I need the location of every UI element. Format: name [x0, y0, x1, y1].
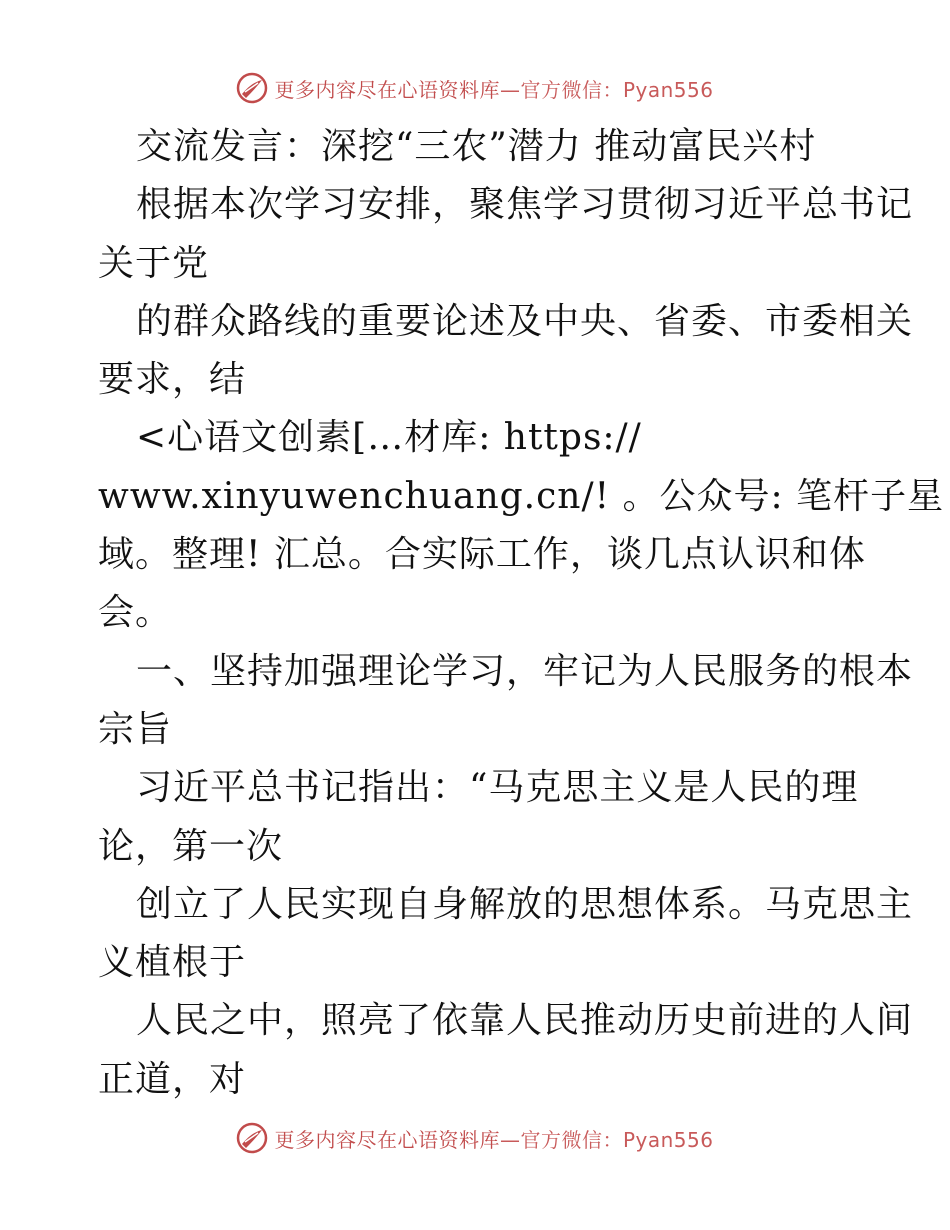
section-heading-cont: 宗旨 [98, 708, 173, 750]
doc-line: 要求，结 [98, 359, 247, 401]
doc-line: 域。整理! 汇总。合实际工作，谈几点认识和体 [98, 534, 866, 576]
doc-line: <心语文创素[…材库: https:// [136, 417, 642, 459]
footer-banner-text [274, 1124, 713, 1153]
footer-watermark-banner [0, 1122, 950, 1154]
header-banner-wechat: —官方微信：Pyan556 [499, 77, 714, 102]
header-watermark-banner [0, 72, 950, 104]
doc-line: 创立了人民实现自身解放的思想体系。马克思主 [136, 883, 914, 925]
doc-line: 正道，对 [98, 1058, 247, 1100]
footer-banner-main: 更多内容尽在心语资料库 [274, 1127, 500, 1152]
doc-line: 根据本次学习安排，聚焦学习贯彻习近平总书记 [136, 184, 914, 226]
doc-line: 会。 [98, 592, 173, 634]
header-banner-text [274, 74, 713, 103]
footer-banner-wechat: —官方微信：Pyan556 [499, 1127, 714, 1152]
book-quill-logo-icon [236, 1122, 268, 1154]
doc-line: 义植根于 [98, 942, 247, 984]
doc-line: 人民之中，照亮了依靠人民推动历史前进的人间 [136, 1000, 914, 1042]
section-heading: 一、坚持加强理论学习，牢记为人民服务的根本 [136, 650, 914, 692]
header-banner-main: 更多内容尽在心语资料库 [274, 77, 500, 102]
doc-line: 论，第一次 [98, 825, 284, 867]
doc-line: 关于党 [98, 242, 210, 284]
book-quill-logo-icon [236, 72, 268, 104]
document-body [98, 118, 945, 1109]
doc-line: www.xinyuwenchuang.cn/! 。公众号: 笔杆子星 [98, 475, 945, 517]
doc-line: 的群众路线的重要论述及中央、省委、市委相关 [136, 300, 914, 342]
doc-line: 习近平总书记指出：“马克思主义是人民的理 [136, 767, 859, 809]
doc-title: 交流发言：深挖“三农”潜力 推动富民兴村 [136, 126, 817, 167]
